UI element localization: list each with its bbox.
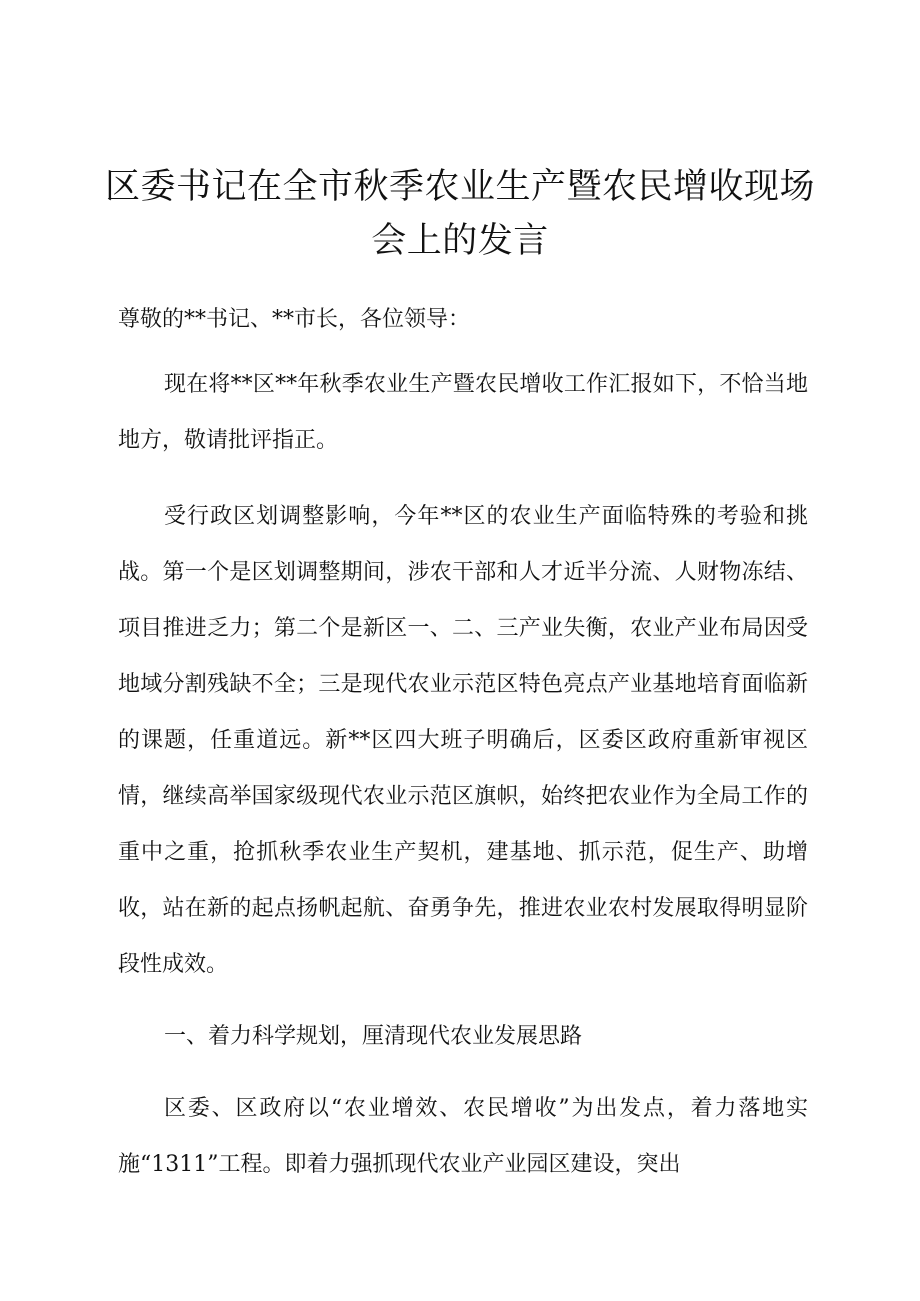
document-body xyxy=(118,300,808,1213)
section-heading: 一、着力科学规划，厘清现代农业发展思路 xyxy=(164,1024,583,1049)
title-line-2: 会上的发言 xyxy=(371,221,549,261)
section-paragraph: 区委、区政府以“农业增效、农民增收”为出发点，着力落地实施“1311”工程。即着力强抓现代农业产业园区建设，突出 xyxy=(118,1096,808,1177)
salutation: 尊敬的**书记、**市长，各位领导： xyxy=(118,307,471,332)
paragraph-intro: 现在将**区**年秋季农业生产暨农民增收工作汇报如下，不恰当地地方，敬请批评指正。 xyxy=(118,372,808,453)
title-line-1: 区委书记在全市秋季农业生产暨农民增收现场 xyxy=(104,167,815,207)
document-title xyxy=(100,160,820,268)
paragraph-background: 受行政区划调整影响，今年**区的农业生产面临特殊的考验和挑战。第一个是区划调整期间，涉农干部和人才近半分流、人财物冻结、项目推进乏力；第二个是新区一、二、三产业失衡，农业产业布局因受地域分割残缺不全；三是现代农业示范区特色亮点产业基地培育面临新的课题，任重道远。新**区四大班子明确后，区委区政府重新审视区情，继续高举国家级现代农业示范区旗帜，始终把农业作为全局工作的重中之重，抢抓秋季农业生产契机，建基地、抓示范，促生产、助增收，站在新的起点扬帆起航、奋勇争先，推进农业农村发展取得明显阶段性成效。 xyxy=(118,504,808,977)
